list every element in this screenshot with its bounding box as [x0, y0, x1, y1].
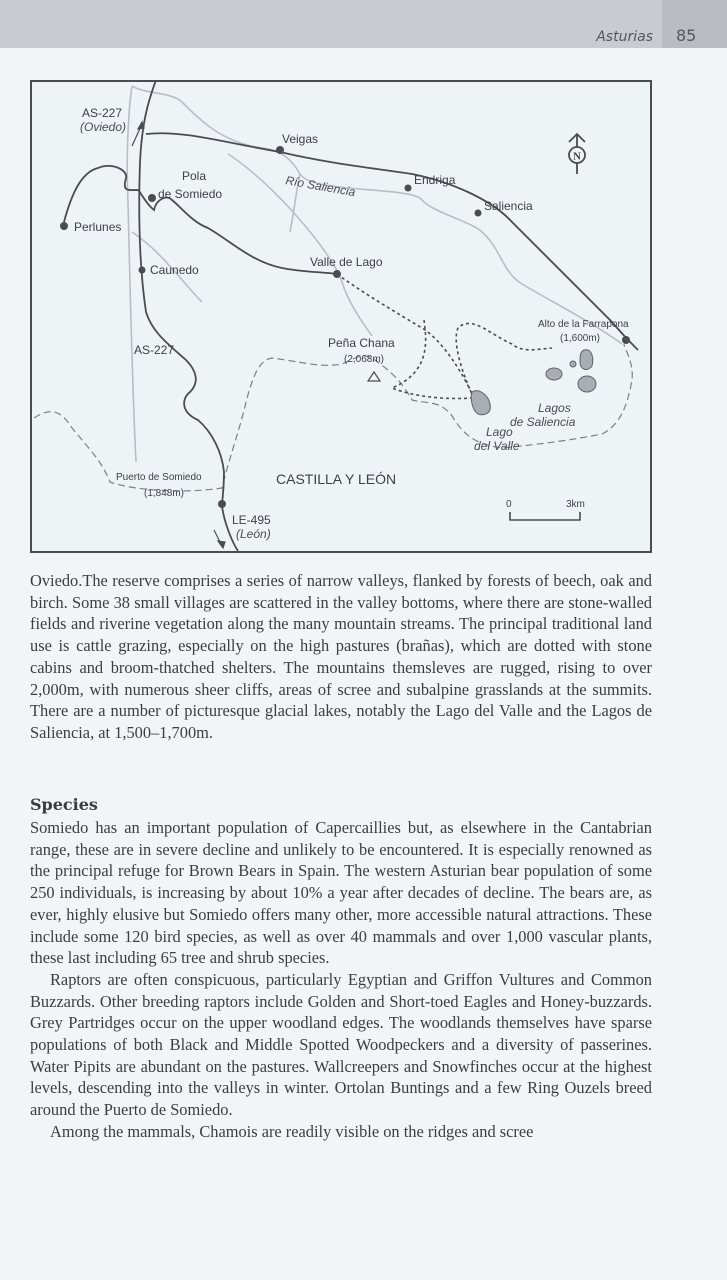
body-paragraph-1 — [30, 570, 652, 744]
place-alto-farrapona: Alto de la Farrapona — [538, 319, 629, 330]
lake-saliencia-2 — [570, 361, 576, 367]
page-number: 85 — [676, 26, 697, 45]
place-pola-1: Pola — [182, 169, 207, 183]
place-valle-de-lago: Valle de Lago — [310, 255, 383, 269]
place-veigas: Veigas — [282, 132, 319, 146]
place-caunedo: Caunedo — [150, 263, 199, 277]
road-label-as227-north: AS-227 — [82, 106, 123, 120]
place-puerto-somiedo: Puerto de Somiedo — [116, 472, 202, 483]
place-alto-farrapona-elev: (1,600m) — [560, 333, 601, 344]
paragraph-text: Raptors are often conspicuous, particularly Egyptian and Griffon Vultures and Common Buzzards. Other breeding raptors include Golden and Short-toed Eagles and Honey-buzzards. Grey Partridges occur on the upper woodland edges. The woodlands themselves have sparse populations of both Black and Middle Spotted Woodpeckers and a diversity of passerines. Water Pipits are abundant on the pastures. Wallcreepers and Snowfinches occur at the highest levels, descending into the valleys in winter. Ortolan Buntings and a few Ring Ouzels breed around the Puerto de Somiedo. — [30, 969, 652, 1120]
scale-bar — [510, 512, 580, 520]
map-canvas — [32, 82, 650, 551]
lake-lago-del-valle — [471, 391, 490, 415]
lake-saliencia-3 — [580, 350, 593, 370]
species-section — [30, 817, 652, 1143]
running-head: Asturias — [596, 29, 653, 45]
paragraph-text: Somiedo has an important population of Capercaillies but, as elsewhere in the Cantabrian range, these are in severe decline and unlikely to be encountered. It is especially renowned as the principal refuge for Brown Bears in Spain. The western Asturian bear population of some 250 individuals, is increasing by about 10% a year after decades of decline. The bears are, as ever, highly elusive but Somiedo offers many other, more accessible natural attractions. These include some 120 bird species, as well as over 40 mammals and over 1,000 vascular plants, these last including 65 tree and shrub species. — [30, 818, 652, 968]
lake-label-lagos-1: Lagos — [538, 401, 571, 415]
river-line — [132, 86, 622, 344]
footpath — [337, 274, 472, 394]
section-heading-species: Species — [30, 795, 98, 814]
direction-arrows — [132, 122, 225, 548]
map-figure — [30, 80, 652, 553]
place-endriga: Endriga — [414, 173, 456, 187]
lake-saliencia-4 — [578, 376, 596, 392]
paragraph-text: Oviedo.The reserve comprises a series of narrow valleys, flanked by forests of beech, oak and birch. Some 38 small villages are scattered in the valley bottoms, where there are stone-walled fields and riverine vegetation along the many mountain streams. The principal traditional land use is cattle grazing, especially on the high pastures (brañas), which are dotted with stone cabins and broom-thatched shelters. The mountains themsleves are rugged, rising to over 2,000m, with numerous sheer cliffs, areas of scree and subalpine grasslands at the summits. There are a number of picturesque glacial lakes, notably the Lago del Valle and the Lagos de Saliencia, at 1,500–1,700m. — [30, 571, 652, 742]
footpath — [456, 323, 552, 394]
north-label: N — [573, 150, 581, 163]
lake-label-lagos-2: de Saliencia — [510, 415, 576, 429]
paragraph-text: Among the mammals, Chamois are readily visible on the ridges and scree — [50, 1121, 534, 1141]
summit-triangle-icon — [368, 372, 380, 381]
road-label-le495: LE-495 — [232, 513, 271, 527]
dot-puerto-somiedo — [218, 500, 226, 508]
road-label-as227-mid: AS-227 — [134, 343, 175, 357]
arrow-south-head-icon — [218, 541, 225, 548]
place-saliencia: Saliencia — [484, 199, 533, 213]
dot-pola-de-somiedo — [148, 194, 156, 202]
lake-label-lago-1: Lago — [486, 425, 513, 439]
region-castilla-leon: CASTILLA Y LEÓN — [276, 471, 397, 487]
dot-valle-de-lago — [333, 270, 341, 278]
place-pena-chana: Peña Chana — [328, 336, 395, 350]
place-pola-2: de Somiedo — [158, 187, 223, 201]
place-pena-chana-elev: (2,068m) — [344, 354, 385, 365]
scale-end: 3km — [566, 499, 585, 510]
arrow-north-head-icon — [138, 122, 144, 129]
road-dest-oviedo: (Oviedo) — [80, 120, 127, 134]
dot-veigas — [276, 146, 284, 154]
river-line — [127, 86, 136, 462]
place-puerto-somiedo-elev: (1,848m) — [144, 488, 185, 499]
road-dest-leon: (León) — [236, 527, 271, 541]
lake-label-lago-2: del Valle — [474, 439, 520, 453]
place-perlunes: Perlunes — [74, 220, 122, 234]
dot-perlunes — [60, 222, 68, 230]
river-saliencia-label: Río Saliencia — [284, 173, 357, 200]
dot-caunedo — [139, 267, 146, 274]
dot-saliencia — [475, 210, 482, 217]
scale-start: 0 — [506, 499, 512, 510]
dot-endriga — [405, 185, 412, 192]
lake-saliencia-1 — [546, 368, 562, 380]
dot-alto-farrapona — [622, 336, 630, 344]
road-to-veigas — [146, 133, 638, 350]
lakes — [471, 350, 596, 415]
